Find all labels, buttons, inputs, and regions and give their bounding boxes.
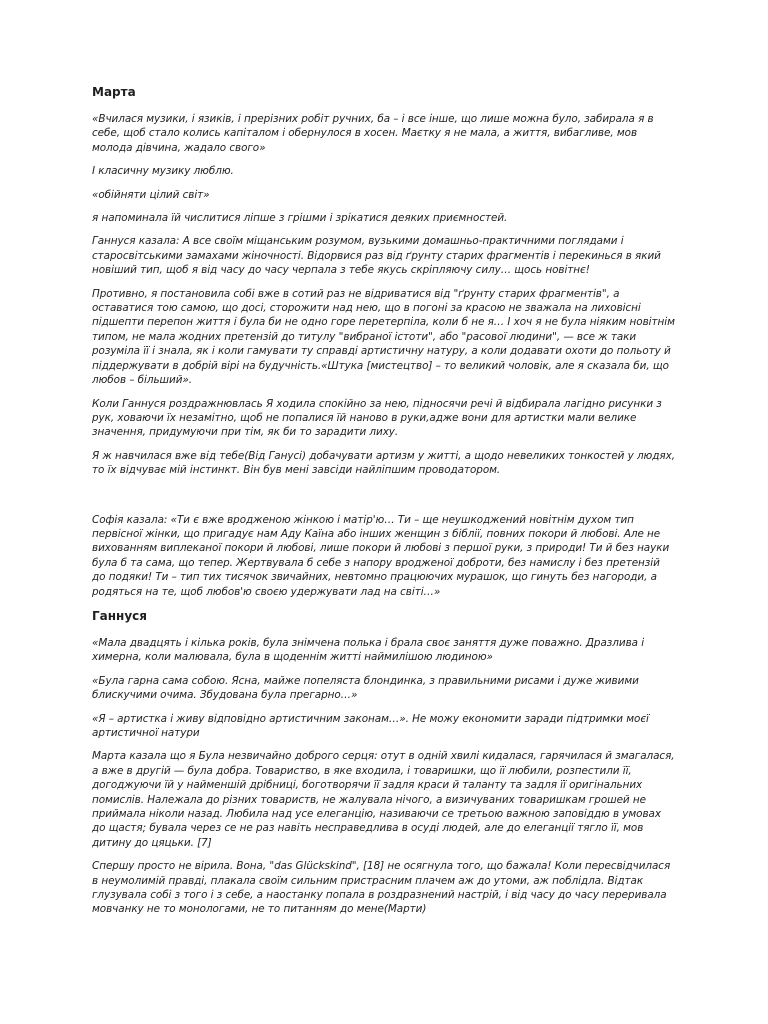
- paragraph: «Я – артистка і живу відповідно артистичним законам…». Не можу економити заради підтримки моєї артистичної натури: [92, 712, 649, 739]
- blank-space: [92, 487, 676, 513]
- document-page: [92, 84, 676, 926]
- paragraph: я напоминала їй числитися ліпше з грішми і зрікатися деяких приємностей.: [92, 212, 508, 225]
- paragraph-sofia-quote: Софія казала: «Ти є вже вродженою жінкою і матір'ю… Ти – ще неушкоджений новітнім духом тип первісної жінки, що пригадує нам Аду Каїна або інших женщин з біблії, повних покори й любові. Але не вихованням виплеканої покори й любові, лише покори й любові з першої руки, з природи! Ти й без науки була б та сама, що тепер. Жертвувала б себе з напору вродженої доброти, без намислу і без претензій до подяки! Ти – тип тих тисячок звичайних, невтомно працюючих мурашок, що гинуть без нагороди, а родяться на те, щоб любов'ю своєю удержувати лад на світі…»: [92, 513, 670, 598]
- paragraph: Коли Ганнуся роздражнювлась Я ходила спокійно за нею, підносячи речі й відбирала лагідно рисунки з рук, ховаючи їх незамітно, щоб не попалися їй наново в руки,адже вони для артистки мали велике значення, придумуючи при тім, як би то зарадити лиху.: [92, 397, 662, 439]
- section-heading-marta: Марта: [92, 85, 136, 99]
- paragraph: Ганнуся казала: А все своїм міщанським розумом, вузькими домашньо-практичними поглядами і старосвітськими замахами жіночності. Відорвися раз від ґрунту старих фрагментів і перекинься в який новіший тип, щоб я від часу до часу черпала з тебе якусь скріпляючу силу… щось новітнє!: [92, 235, 661, 277]
- paragraph: Я ж навчилася вже від тебе(Від Ганусі) добачувати артизм у житті, а щодо невеликих тонкостей у людях, то їх відчуває мій інстинкт. Він був мені завсіди найліпшим проводатором.: [92, 449, 675, 477]
- paragraph: Марта казала що я Була незвичайно доброго серця: отут в одній хвилі кидалася, гарячилася й змагалася, а вже в другій — була добра. Товариство, в яке входила, і товаришки, що її любили, розпестили її, догоджуючи їй у найменшій дрібниці, боготворячи її задля краси й таланту та задля її оригінальних помислів. Належала до різних товариств, не жалувала нічого, а визичуваних товаришкам грошей не приймала ніколи назад. Любила над усе елеганцію, називаючи се третьою важною заповіддю в умовах до щастя; бувала через се не раз навіть несправедлива в осуді людей, але до елеганції тягло її, мов дитину до цяцьки. [7]: [92, 750, 675, 849]
- paragraph: І класичну музику люблю.: [92, 165, 234, 178]
- paragraph: «Мала двадцять і кілька років, була знімчена полька і брала своє заняття дуже поважно. Дразлива і химерна, коли малювала, була в щоденнім житті наймилішою людиною»: [92, 636, 645, 664]
- paragraph: «Вчилася музики, і язиків, і прерізних робіт ручних, ба – і все інше, що лише можна було, забирала я в себе, щоб стало колись капіталом і обернулося в хосен. Маєтку я не мала, а життя, вибагливе, мов молода дівчина, жадало свого»: [92, 113, 654, 154]
- paragraph: «Була гарна сама собою. Ясна, майже попеляста блондинка, з правильними рисами і дуже живими блискучими очима. Збудована була прегарно…»: [92, 674, 639, 702]
- paragraph: Спершу просто не вірила. Вона, "das Glückskind", [18] не осягнула того, що бажала! Коли пересвідчилася в неумолимій правді, плакала своїм сильним пристрасним плачем аж до утоми, аж поблідла. Відтак глузувала собі з того і з себе, а наостанку попала в роздразнений настрій, і від часу до часу переривала мовчанку не то монологами, не то питанням до мене(Марти): [92, 860, 671, 916]
- paragraph: «обійняти цілий світ»: [92, 188, 210, 201]
- section-heading-hannusia: Ганнуся: [92, 608, 147, 623]
- paragraph: Противно, я постановила собі вже в сотий раз не відриватися від "ґрунту старих фрагментів", а оставатися тою самою, що досі, сторожити над нею, що в погоні за красою не зважала на лиховісні підшепти перепон життя і була би не одно горе перетерпіла, коли б не я… І хоч я не була ніяким новітнім типом, не мала жодних претензій до титулу "вибраної істоти", або "расової людини", — все ж таки розуміла її і знала, як і коли гамувати ту справді артистичну натуру, а коли додавати охоти до польоту й піддержувати в добрій вірі на будучність.«Штука [мистецтво] – то великий чоловік, але я сказала би, що любов – більший».: [92, 287, 675, 387]
